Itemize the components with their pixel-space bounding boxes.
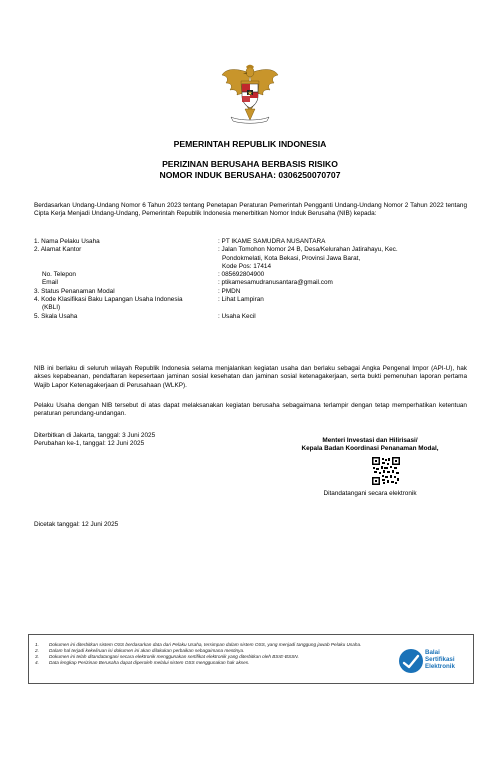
footer-notes-box (28, 634, 474, 684)
address-line-2: Pondokmelati, Kota Bekasi, Provinsi Jawa Barat, (222, 254, 361, 262)
field-value: : PT IKAME SAMUDRA NUSANTARA (218, 238, 326, 245)
bsre-logo-line-1: Balai (425, 649, 440, 656)
nib-validity-paragraph: NIB ini berlaku di seluruh wilayah Republik Indonesia selama menjalankan kegiatan usaha dan berlaku sebagai Angka Pengenal Impor (API-U), hak akses kepabeanan, pendaftaran kepesertaan jaminan sosial kesehatan dan jaminan sosial ketenagakerjaan, serta bukti pemenuhan laporan pertama Wajib Lapor Ketenagakerjaan di Perusahaan (WLKP). (34, 365, 467, 389)
government-title: PEMERINTAH REPUBLIK INDONESIA (173, 139, 327, 149)
address-line-3: Kode Pos: 17414 (222, 262, 272, 270)
note-text: Dokumen ini diterbitkan sistem OSS berdasarkan data dari Pelaku Usaha, tersimpan dalam sistem OSS, yang menjadi tanggung jawab Pelaku Usaha. (49, 642, 362, 647)
document-title (0, 159, 500, 181)
field-label: No. Telepon (42, 271, 76, 279)
issued-date: Diterbitkan di Jakarta, tanggal: 3 Juni 2025 (34, 432, 156, 439)
bsre-logo (398, 646, 468, 678)
bsre-logo-icon (398, 648, 424, 674)
business-actor-paragraph: Pelaku Usaha dengan NIB tersebut di atas dapat melaksanakan kegiatan berusaha sebagaimana terlampir dengan tetap memperhatikan ketentuan peraturan perundang-undangan. (34, 402, 467, 418)
nib-number: NOMOR INDUK BERUSAHA: 0306250070707 (159, 170, 341, 180)
field-label: 1. Nama Pelaku Usaha (34, 238, 100, 245)
field-row-telepon (34, 271, 474, 279)
note-number: 1. (35, 642, 39, 647)
field-value: : Lihat Lampiran (218, 296, 264, 304)
qr-code-icon[interactable] (372, 457, 400, 485)
kbli-label-line-1: 4. Kode Klasifikasi Baku Lapangan Usaha Indonesia (34, 296, 183, 304)
field-value (218, 246, 474, 271)
signatory-title-2: Kepala Badan Koordinasi Penanaman Modal, (301, 445, 439, 453)
kbli-label-line-2: (KBLI) (42, 304, 61, 312)
intro-paragraph: Berdasarkan Undang-Undang Nomor 6 Tahun 2023 tentang Penetapan Peraturan Pemerintah Pengganti Undang-Undang Nomor 2 Tahun 2022 tentang Cipta Kerja Menjadi Undang-Undang, Pemerintah Republik Indonesia menerbitkan Nomor Induk Berusaha (NIB) kepada: (34, 202, 467, 218)
field-label (34, 296, 218, 313)
business-fields (34, 238, 474, 321)
field-row-alamat (34, 246, 474, 271)
note-number: 4. (35, 660, 39, 665)
print-date: Dicetak tanggal: 12 Juni 2025 (34, 521, 119, 528)
field-value: : Usaha Kecil (218, 312, 256, 320)
footer-notes-list (35, 638, 391, 666)
field-value: : ptikamesamudranusantara@gmail.com (218, 279, 333, 287)
field-row-kbli (34, 296, 474, 313)
field-value: : 085692804900 (218, 271, 265, 279)
note-number: 3. (35, 654, 39, 659)
bsre-logo-line-3: Elektronik (425, 663, 455, 670)
field-label: Email (42, 279, 58, 287)
address-line-1: : Jalan Tomohon Nomor 24 B, Desa/Kelurahan Jatirahayu, Kec. (218, 246, 398, 254)
field-label: 3. Status Penanaman Modal (34, 287, 115, 295)
field-row-skala (34, 313, 474, 321)
signatory-title-1: Menteri Investasi dan Hilirisasi/ (322, 437, 418, 444)
footer-note (35, 660, 391, 666)
field-label: 5. Skala Usaha (34, 312, 78, 320)
field-label: 2. Alamat Kantor (34, 246, 82, 254)
issue-dates (34, 432, 155, 449)
bsre-logo-text (425, 649, 455, 670)
note-text: Dalam hal terjadi kekeliruan isi dokumen ini akan dilakukan perbaikan sebagaimana mestinya. (49, 648, 245, 653)
permit-title: PERIZINAN BERUSAHA BERBASIS RISIKO (162, 159, 338, 169)
field-row-status (34, 288, 474, 296)
electronic-signature-note: Ditandatangani secara elektronik (323, 490, 417, 497)
field-row-nama (34, 238, 474, 246)
revision-date: Perubahan ke-1, tanggal: 12 Juni 2025 (34, 440, 145, 448)
field-row-email (34, 279, 474, 287)
bsre-logo-line-2: Sertifikasi (425, 656, 455, 663)
field-value: : PMDN (218, 287, 241, 295)
note-number: 2. (35, 648, 39, 653)
note-text: Data lengkap Perizinan Berusaha dapat diperoleh melalui sistem OSS menggunakan hak akses. (49, 660, 250, 665)
garuda-emblem-icon (221, 63, 279, 125)
note-text: Dokumen ini telah ditandatangani secara elektronik menggunakan sertifikat elektronik yang diterbitkan oleh BSrE-BSSN. (49, 654, 299, 659)
signature-block (270, 437, 470, 454)
